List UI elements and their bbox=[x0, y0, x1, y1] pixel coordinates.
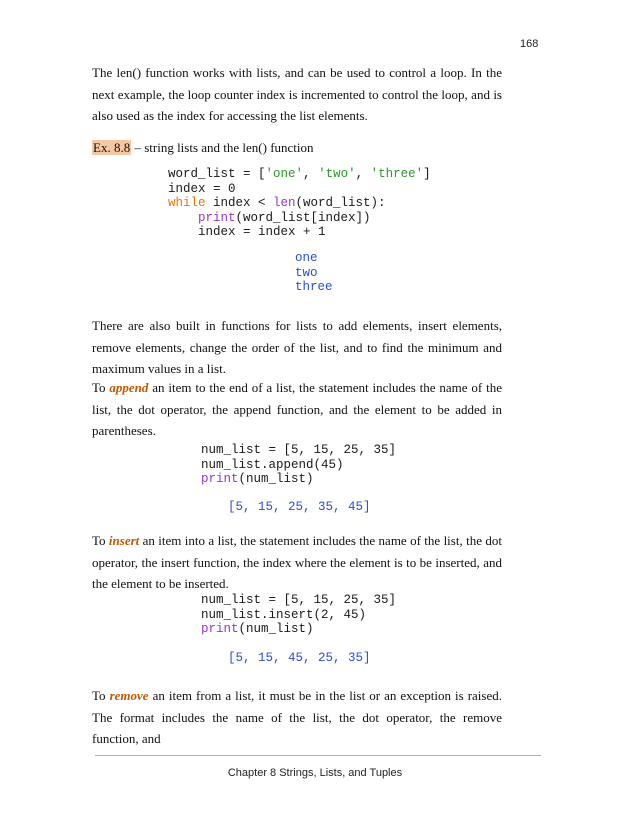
code-text: index < bbox=[205, 196, 274, 210]
paragraph-builtin-functions: There are also built in functions for lists to add elements, insert elements, remove elements, change the order of the list, and to find the minimum and maximum values in a list. bbox=[92, 318, 502, 376]
code-builtin: len bbox=[273, 196, 296, 210]
code-text: num_list.insert(2, 45) bbox=[201, 607, 367, 622]
output-append: [5, 15, 25, 35, 45] bbox=[228, 500, 371, 514]
example-title: – string lists and the len() function bbox=[131, 140, 314, 155]
code-text: num_list = [5, 15, 25, 35] bbox=[201, 593, 397, 607]
code-text: index = index + 1 bbox=[198, 225, 326, 239]
code-text: (num_list) bbox=[238, 622, 314, 636]
keyword-append: append bbox=[109, 380, 149, 395]
code-text: num_list = [5, 15, 25, 35] bbox=[201, 443, 397, 457]
code-text: word_list = [ bbox=[168, 167, 266, 181]
code-builtin: print bbox=[201, 472, 239, 486]
footer-chapter-title: Chapter 8 Strings, Lists, and Tuples bbox=[227, 767, 403, 779]
code-text: ] bbox=[423, 167, 431, 181]
code-text: , bbox=[303, 167, 319, 181]
code-builtin: print bbox=[201, 622, 239, 636]
code-string: 'three' bbox=[370, 167, 424, 181]
code-keyword: while bbox=[168, 196, 206, 210]
text: an item to the end of a list, the statement includes the name of the list, the dot operator, the append function, and the element to be added in parentheses. bbox=[92, 380, 502, 438]
output-line: one bbox=[295, 251, 318, 265]
text: To bbox=[92, 380, 110, 395]
code-text: , bbox=[355, 167, 371, 181]
text: To bbox=[92, 533, 109, 548]
code-text: index = 0 bbox=[168, 181, 236, 196]
code-text: (word_list[index]) bbox=[235, 210, 371, 225]
code-block-insert bbox=[201, 593, 396, 637]
code-text: num_list.append(45) bbox=[201, 457, 344, 472]
paragraph-remove bbox=[92, 685, 502, 750]
code-block-len-loop bbox=[168, 167, 431, 240]
code-string: 'two' bbox=[318, 167, 356, 181]
keyword-remove: remove bbox=[109, 688, 149, 703]
output-line: three bbox=[295, 280, 333, 294]
example-caption bbox=[92, 137, 502, 159]
code-string: 'one' bbox=[265, 167, 304, 181]
paragraph-len-intro: The len() function works with lists, and can be used to control a loop. In the next example, the loop counter index is incremented to control the loop, and is also used as the index for accessing the list elements. bbox=[92, 65, 502, 123]
output-insert: [5, 15, 45, 25, 35] bbox=[228, 651, 371, 665]
text: an item from a list, it must be in the list or an exception is raised. The format includes the name of the list, the dot operator, the remove function, and bbox=[92, 688, 502, 746]
footer-divider bbox=[95, 755, 541, 756]
paragraph-insert bbox=[92, 530, 502, 595]
example-label: Ex. 8.8 bbox=[93, 140, 131, 155]
text: To bbox=[92, 688, 110, 703]
code-block-append bbox=[201, 443, 396, 487]
text: an item into a list, the statement includes the name of the list, the dot operator, the insert function, the index where the element is to be inserted, and the element to be inserted. bbox=[92, 533, 502, 591]
code-builtin: print bbox=[198, 210, 236, 225]
page-number: 168 bbox=[520, 38, 539, 50]
code-text: (word_list): bbox=[295, 196, 386, 210]
output-block-len-loop bbox=[295, 251, 333, 295]
keyword-insert: insert bbox=[108, 533, 140, 548]
paragraph-append bbox=[92, 377, 502, 442]
output-line: two bbox=[295, 265, 318, 280]
code-text: (num_list) bbox=[238, 472, 314, 486]
